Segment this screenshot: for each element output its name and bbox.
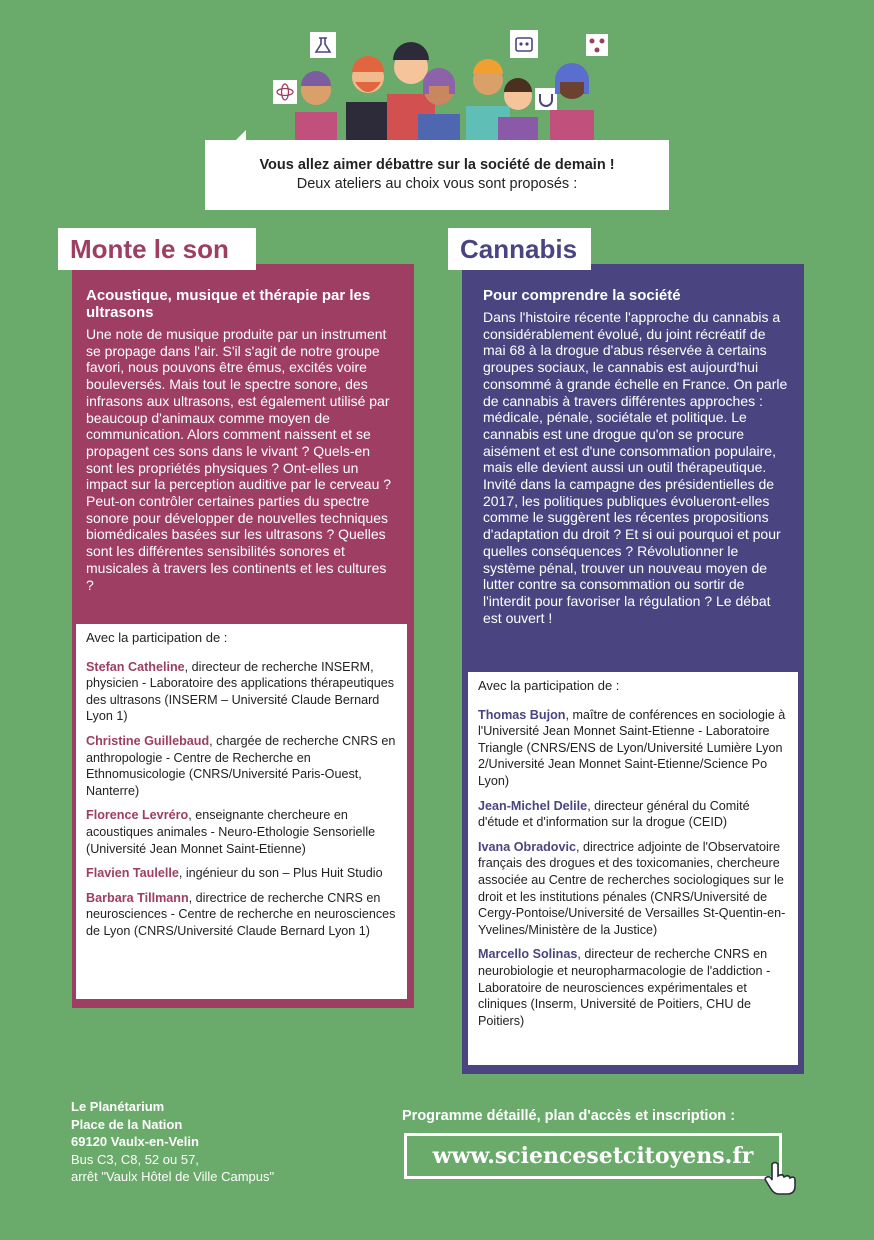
participant-desc: , enseignante chercheure en acoustiques animales - Neuro-Ethologie Sensorielle (Université Jean Monnet Saint-Etienne)	[86, 808, 376, 856]
magnet-icon	[535, 88, 557, 110]
participant-entry	[478, 946, 788, 1029]
website-link[interactable]: www.sciencesetcitoyens.fr	[404, 1133, 782, 1179]
participant-entry	[86, 733, 397, 799]
atom-icon	[273, 80, 297, 104]
participant-desc: , directrice de recherche CNRS en neurosciences - Centre de recherche en neurosciences de Lyon (CNRS/Université Claude Bernard Lyon 1)	[86, 890, 396, 938]
workshop-left-title: Acoustique, musique et thérapie par les ultrasons	[86, 287, 371, 321]
participant-entry	[478, 839, 788, 939]
transport-line-2: arrêt "Vaulx Hôtel de Ville Campus"	[71, 1169, 275, 1184]
venue-address	[71, 1098, 361, 1186]
venue-name: Le Planétarium	[71, 1099, 165, 1114]
workshop-tab-cannabis: Cannabis	[448, 228, 591, 270]
participant-name: Barbara Tillmann	[86, 890, 189, 905]
participant-desc: , directrice adjointe de l'Observatoire français des drogues et des toxicomanies, chercheure associée au Centre de recherches sociologiques sur le droit et les institutions pénales (CNRS/Université de Cergy-Pontoise/Université de Versailles St-Quentin-en-Yvelines/Ministère de la Justice)	[478, 839, 786, 937]
participants-intro-left: Avec la participation de :	[86, 630, 228, 645]
transport-line-1: Bus C3, C8, 52 ou 57,	[71, 1151, 199, 1167]
participants-box-left	[76, 624, 407, 999]
participant-entry	[86, 807, 397, 857]
molecule-icon	[586, 34, 608, 56]
participant-desc: , directeur de recherche INSERM, physicien - Laboratoire des applications thérapeutiques des ultrasons (INSERM – Université Claude Bernard Lyon 1)	[86, 659, 395, 724]
participant-name: Stefan Catheline	[86, 659, 185, 674]
participant-desc: , chargée de recherche CNRS en anthropologie - Centre de Recherche en Ethnomusicologie (CNRS/Université Paris-Ouest, Nanterre)	[86, 733, 396, 798]
workshop-right-description	[483, 309, 791, 626]
participant-desc: , directeur de recherche CNRS en neurobiologie et neuropharmacologie de l'addiction - Laboratoire de neurosciences expérimentales et cliniques (Inserm, Université de Poitiers, CHU de Poitiers)	[478, 947, 771, 1028]
workshop-left-heading	[86, 287, 376, 321]
participant-entry	[478, 798, 788, 831]
participant-entry	[86, 890, 397, 940]
robot-icon	[510, 30, 538, 58]
participant-desc: , ingénieur du son – Plus Huit Studio	[178, 866, 383, 881]
flask-icon	[310, 32, 336, 58]
intro-speech-bubble	[205, 140, 669, 210]
intro-title: Vous allez aimer débattre sur la société de demain !	[259, 157, 615, 173]
registration-label: Programme détaillé, plan d'accès et inscription :	[402, 1108, 736, 1124]
workshop-right-heading	[483, 287, 773, 304]
workshop-tab-monte-le-son: Monte le son !	[58, 228, 256, 270]
participant-desc: , maître de conférences en sociologie à l'Université Jean Monnet Saint-Etienne - Laboratoire Triangle (CNRS/ENS de Lyon/Université Lumière Lyon 2/Université Jean Monnet Saint-Etienne/Science Po Lyon)	[478, 707, 786, 788]
participant-name: Marcello Solinas	[478, 947, 578, 962]
participant-name: Thomas Bujon	[478, 707, 566, 722]
participants-intro-right: Avec la participation de :	[478, 678, 620, 693]
workshop-left-text: Une note de musique produite par un instrument se propage dans l'air. S'il s'agit de notre groupe favori, nous pouvons être émus, excités voire bouleversés. Mais tout le spectre sonore, des infrasons aux ultrasons, est également utilisé par beaucoup d'animaux comme moyen de communication. Alors comment naissent et se propagent ces sons dans le vivant ? Quels-en sont les propriétés physiques ? Ont-elles un impact sur la perception auditive par le cerveau ? Peut-on contrôler certaines parties du spectre sonore pour développer de nouvelles techniques biomédicales basées sur les ultrasons ? Quelles sont les différentes sensibilités sonores et musicales à travers les continents et les cultures ?	[86, 326, 392, 593]
intro-subtitle: Deux ateliers au choix vous sont proposés :	[296, 176, 578, 192]
participant-name: Florence Levréro	[86, 808, 189, 823]
pointing-hand-icon	[760, 1160, 800, 1196]
participant-name: Jean-Michel Delile	[478, 798, 588, 813]
participant-desc: , directeur général du Comité d'étude et d'information sur la drogue (CEID)	[478, 798, 750, 830]
speech-bubble-tail	[226, 130, 246, 140]
workshop-left-description	[86, 326, 396, 593]
participants-box-right	[468, 672, 798, 1065]
participant-name: Ivana Obradovic	[478, 839, 576, 854]
venue-city: 69120 Vaulx-en-Velin	[71, 1134, 199, 1149]
venue-street: Place de la Nation	[71, 1116, 183, 1132]
participant-entry	[478, 707, 788, 790]
participant-name: Flavien Taulelle	[86, 866, 179, 881]
participant-entry	[86, 865, 397, 882]
workshop-right-title: Pour comprendre la société	[483, 287, 681, 304]
participant-name: Christine Guillebaud	[86, 733, 210, 748]
workshop-right-text: Dans l'histoire récente l'approche du cannabis a considérablement évolué, du joint récréatif de mai 68 à la drogue d'abus réservée à certains groupes sociaux, le cannabis est aujourd'hui consommé à grande échelle en France. On parle de cannabis à travers différentes approches : médicale, pénale, sociétale et politique. Le cannabis est une drogue qu'on se procure aisément et est d'une consommation populaire, mais elle devient aussi un outil thérapeutique. Invité dans la campagne des présidentielles de 2017, les politiques publiques évolueront-elles comme le suggèrent les récentes propositions d'adaptation du droit ? Et si oui pourquoi et pour quelles conséquences ? Révolutionner le système pénal, trouver un nouveau moyen de lutter contre sa consommation ou sortir de l'interdit pour favoriser la régulation ? Le débat est ouvert !	[483, 309, 788, 626]
participant-entry	[86, 659, 397, 725]
people-illustration	[270, 22, 620, 147]
